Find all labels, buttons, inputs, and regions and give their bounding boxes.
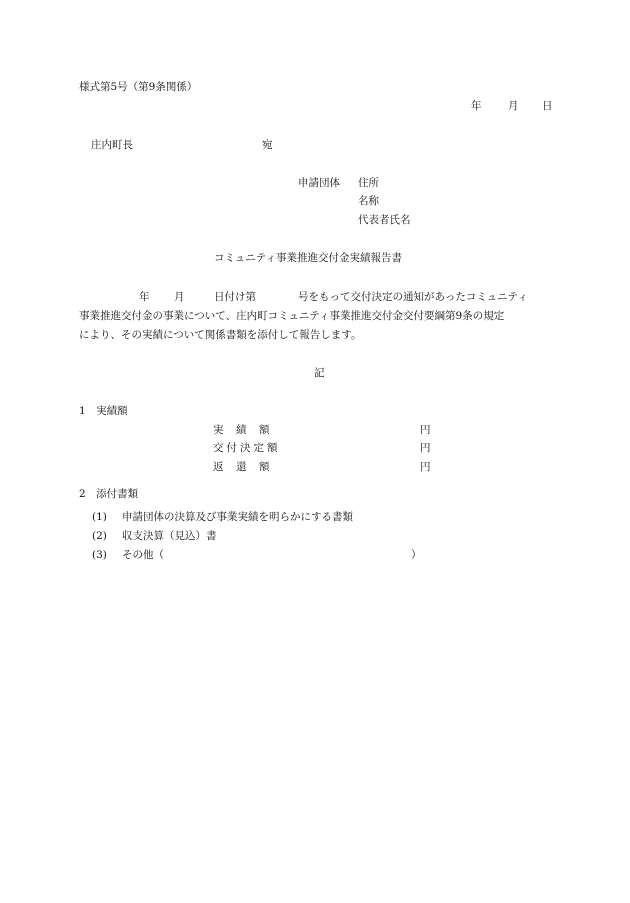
attachment-item-number: (1) (92, 511, 107, 523)
addressee-mayor: 庄内町長 (91, 139, 133, 151)
addressee-honorific: 宛 (262, 139, 273, 151)
section1-row-unit: 円 (420, 424, 431, 436)
date-month: 月 (508, 100, 519, 112)
attachment-item-number: (2) (92, 530, 107, 542)
applicant-representative-label: 代表者氏名 (358, 214, 411, 226)
section1-row-label: 実 績 額 (213, 424, 271, 436)
attachment-item-close-paren: ） (411, 549, 422, 561)
section1-row-label: 交付決定額 (213, 442, 281, 454)
body-line3: により、その実績について関係書類を添付して報告します。 (79, 329, 362, 341)
document-title: コミュニティ事業推進交付金実績報告書 (214, 252, 402, 264)
attachment-item-number: (3) (92, 549, 107, 561)
attachment-item-text: 申請団体の決算及び事業実績を明らかにする書類 (122, 511, 353, 523)
date-year: 年 (471, 100, 482, 112)
attachment-item-text: その他（ (122, 549, 164, 561)
applicant-group-label: 申請団体 (298, 177, 340, 189)
section1-row-unit: 円 (420, 442, 431, 454)
date-day: 日 (542, 100, 553, 112)
section1-row-unit: 円 (420, 461, 431, 473)
applicant-address-label: 住所 (358, 177, 379, 189)
section1-heading: 1 実績額 (79, 405, 128, 417)
section2-heading: 2 添付書類 (79, 488, 139, 500)
form-number: 様式第5号（第9条関係） (79, 81, 198, 93)
body-month: 月 (174, 291, 185, 303)
body-date-no: 日付け第 (214, 291, 256, 303)
body-line2: 事業推進交付金の事業について、庄内町コミュニティ事業推進交付金交付要綱第9条の規定 (79, 310, 505, 322)
section1-row-label: 返 還 額 (213, 461, 271, 473)
applicant-name-label: 名称 (358, 195, 379, 207)
body-line1-rest: 号をもって交付決定の通知があったコミュニティ (298, 291, 528, 303)
ki-mark: 記 (314, 367, 325, 379)
attachment-item-text: 収支決算（見込）書 (122, 530, 217, 542)
body-year: 年 (139, 291, 150, 303)
